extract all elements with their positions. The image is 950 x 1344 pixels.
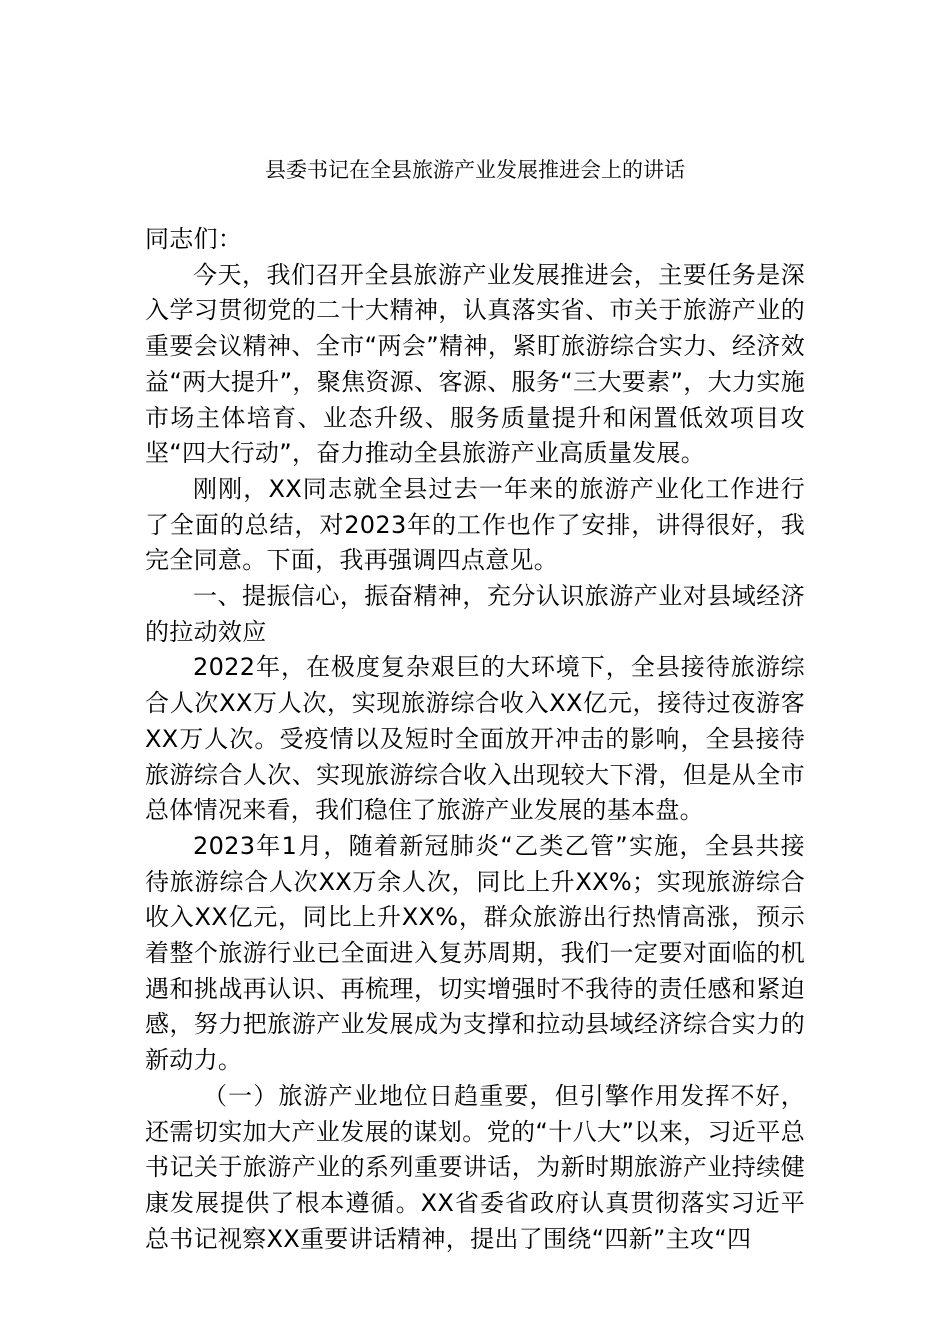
document-body: [145, 222, 805, 1257]
section-heading-1: 一、提振信心，振奋精神，充分认识旅游产业对县域经济的拉动效应: [145, 582, 805, 646]
document-title: 县委书记在全县旅游产业发展推进会上的讲话: [265, 158, 685, 182]
greeting: 同志们：: [145, 225, 243, 253]
paragraph-2023-stats: 2023年1月，随着新冠肺炎“乙类乙管”实施，全县共接待旅游综合人次XX万余人次，同比上升XX%；实现旅游综合收入XX亿元，同比上升XX%，群众旅游出行热情高涨，预示着整个旅游行业已全面进入复苏周期，我们一定要对面临的机遇和挑战再认识、再梳理，切实增强时不我待的责任感和紧迫感，努力把旅游产业发展成为支撑和拉动县域经济综合实力的新动力。: [145, 831, 805, 1075]
paragraph-2022-stats: 2022年，在极度复杂艰巨的大环境下，全县接待旅游综合人次XX万人次，实现旅游综合收入XX亿元，接待过夜游客XX万人次。受疫情以及短时全面放开冲击的影响，全县接待旅游综合人次、实现旅游综合收入出现较大下滑，但是从全市总体情况来看，我们稳住了旅游产业发展的基本盘。: [145, 653, 805, 825]
paragraph-summary: 刚刚，XX同志就全县过去一年来的旅游产业化工作进行了全面的总结，对2023年的工作也作了安排，讲得很好，我完全同意。下面，我再强调四点意见。: [145, 474, 805, 575]
paragraph-opening: 今天，我们召开全县旅游产业发展推进会，主要任务是深入学习贯彻党的二十大精神，认真落实省、市关于旅游产业的重要会议精神、全市“两会”精神，紧盯旅游综合实力、经济效益“两大提升”，聚焦资源、客源、服务“三大要素”，大力实施市场主体培育、业态升级、服务质量提升和闲置低效项目攻坚“四大行动”，奋力推动全县旅游产业高质量发展。: [145, 260, 805, 468]
subsection-1: （一）旅游产业地位日趋重要，但引擎作用发挥不好，还需切实加大产业发展的谋划。党的“十八大”以来，习近平总书记关于旅游产业的系列重要讲话，为新时期旅游产业持续健康发展提供了根本遵循。XX省委省政府认真贯彻落实习近平总书记视察XX重要讲话精神，提出了围绕“四新”主攻“四: [145, 1081, 805, 1253]
